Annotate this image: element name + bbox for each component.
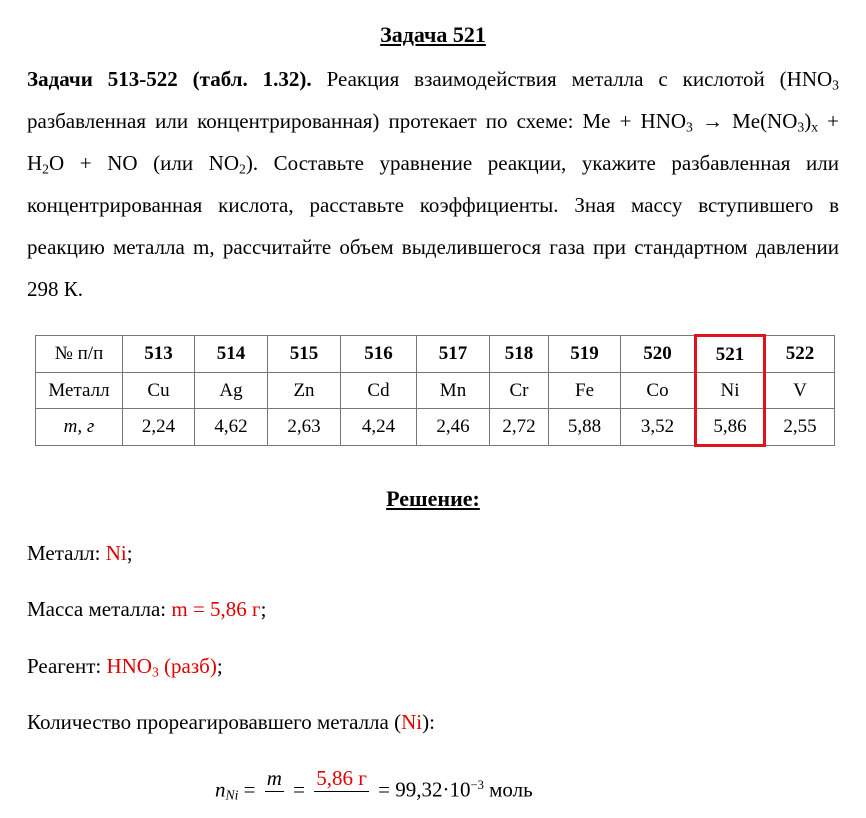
table-cell: 519: [549, 336, 621, 373]
amount-label-end: ):: [422, 710, 435, 734]
solution-title: Решение:: [386, 486, 480, 511]
formula-lhs: n: [215, 777, 226, 802]
table-cell: 516: [341, 336, 417, 373]
table-cell: 2,46: [417, 409, 490, 446]
problem-text-3: → Me(NO: [692, 109, 798, 133]
reagent-type: (разб): [158, 654, 217, 678]
table-cell: Cu: [123, 373, 195, 409]
table-row-masses: [36, 409, 835, 446]
table-cell: Cd: [341, 373, 417, 409]
problem-statement: [27, 58, 839, 310]
reagent-label: Реагент:: [27, 654, 107, 678]
table-cell: Co: [621, 373, 696, 409]
problem-text-1: Реакция взаимодействия металла с кислотой (HNO: [311, 67, 833, 91]
subscript: 3: [797, 119, 805, 135]
table-cell: 515: [268, 336, 341, 373]
problem-intro: Задачи 513-522 (табл. 1.32).: [27, 67, 312, 91]
metal-label: Металл:: [27, 541, 106, 565]
table-cell: 2,63: [268, 409, 341, 446]
table-cell: 514: [195, 336, 268, 373]
table-cell: 517: [417, 336, 490, 373]
row-label: [36, 409, 123, 446]
problem-text-5: + H: [27, 109, 840, 175]
mass-label: Масса металла:: [27, 597, 172, 621]
problem-text-6: O + NO (или NO: [49, 151, 239, 175]
number-label: № п/п: [54, 343, 104, 364]
reagent-line: [27, 651, 223, 681]
subscript: 3: [686, 119, 693, 135]
reagent-formula: HNO: [106, 654, 152, 678]
table-cell: 513: [123, 336, 195, 373]
row-label: [36, 336, 123, 373]
fraction-symbolic: [265, 765, 284, 818]
problem-text-4: ): [804, 109, 812, 133]
fraction-denominator: [314, 792, 369, 818]
table-cell: Mn: [417, 373, 490, 409]
fraction-numeric: [314, 765, 369, 818]
equals-sign: =: [293, 777, 305, 802]
amount-line: [27, 707, 435, 737]
table-cell: 4,24: [341, 409, 417, 446]
table-cell: 2,24: [123, 409, 195, 446]
semicolon: ;: [260, 597, 267, 621]
table-cell: 520: [621, 336, 696, 373]
table-cell: 2,55: [765, 409, 835, 446]
variants-table: [35, 334, 835, 447]
reagent-value: [106, 654, 216, 678]
amount-metal: Ni: [401, 710, 423, 734]
problem-text-7: ). Составьте уравнение реакции, укажите разбавленная или концентрированная кислота, расставьте коэффициенты. Зная массу вступившего в реакцию металла m, рассчитайте объем выделившегося газа при стандартном давлении 298 К.: [27, 151, 840, 301]
formula-result: = 99,32·10: [378, 777, 471, 802]
table-cell-highlighted: 5,86: [696, 409, 765, 446]
semicolon: ;: [126, 541, 133, 565]
row-label: Металл: [36, 373, 123, 409]
mass-label: m, г: [63, 416, 95, 437]
metal-value: Ni: [105, 541, 127, 565]
table-row-numbers: [36, 336, 835, 373]
mass-line: [27, 594, 267, 624]
fraction-numerator: m: [266, 766, 282, 790]
table-cell: Ag: [195, 373, 268, 409]
table-cell-highlighted: 521: [696, 336, 765, 373]
subscript: 2: [239, 161, 246, 177]
table-cell: V: [765, 373, 835, 409]
semicolon: ;: [216, 654, 223, 678]
fraction-numerator: 5,86 г: [316, 766, 367, 790]
formula-exponent: −3: [470, 777, 484, 792]
page-title: Задача 521: [380, 22, 486, 47]
table-cell: Fe: [549, 373, 621, 409]
table-cell-highlighted: Ni: [696, 373, 765, 409]
amount-formula: [215, 765, 533, 818]
mass-value: m = 5,86 г: [171, 597, 261, 621]
subscript: 3: [151, 664, 159, 680]
table-cell: 2,72: [490, 409, 549, 446]
equals-sign: =: [243, 777, 256, 802]
subscript: 3: [832, 77, 839, 93]
table-cell: Cr: [490, 373, 549, 409]
table-cell: 5,88: [549, 409, 621, 446]
subscript: 2: [42, 161, 49, 177]
subscript: x: [811, 119, 819, 135]
table-cell: 518: [490, 336, 549, 373]
table-cell: 3,52: [621, 409, 696, 446]
amount-label: Количество прореагировавшего металла (: [27, 710, 402, 734]
table-row-metals: [36, 373, 835, 409]
formula-unit: моль: [489, 777, 533, 802]
formula-lhs-sub-text: Ni: [225, 787, 239, 803]
fraction-denominator: [265, 792, 284, 818]
table-cell: 4,62: [195, 409, 268, 446]
table-cell: Zn: [268, 373, 341, 409]
problem-text-2: разбавленная или концентрированная) протекает по схеме: Me + HNO: [27, 109, 687, 133]
formula-lhs-sub: [226, 788, 239, 803]
table-cell: 522: [765, 336, 835, 373]
metal-line: [27, 538, 133, 568]
